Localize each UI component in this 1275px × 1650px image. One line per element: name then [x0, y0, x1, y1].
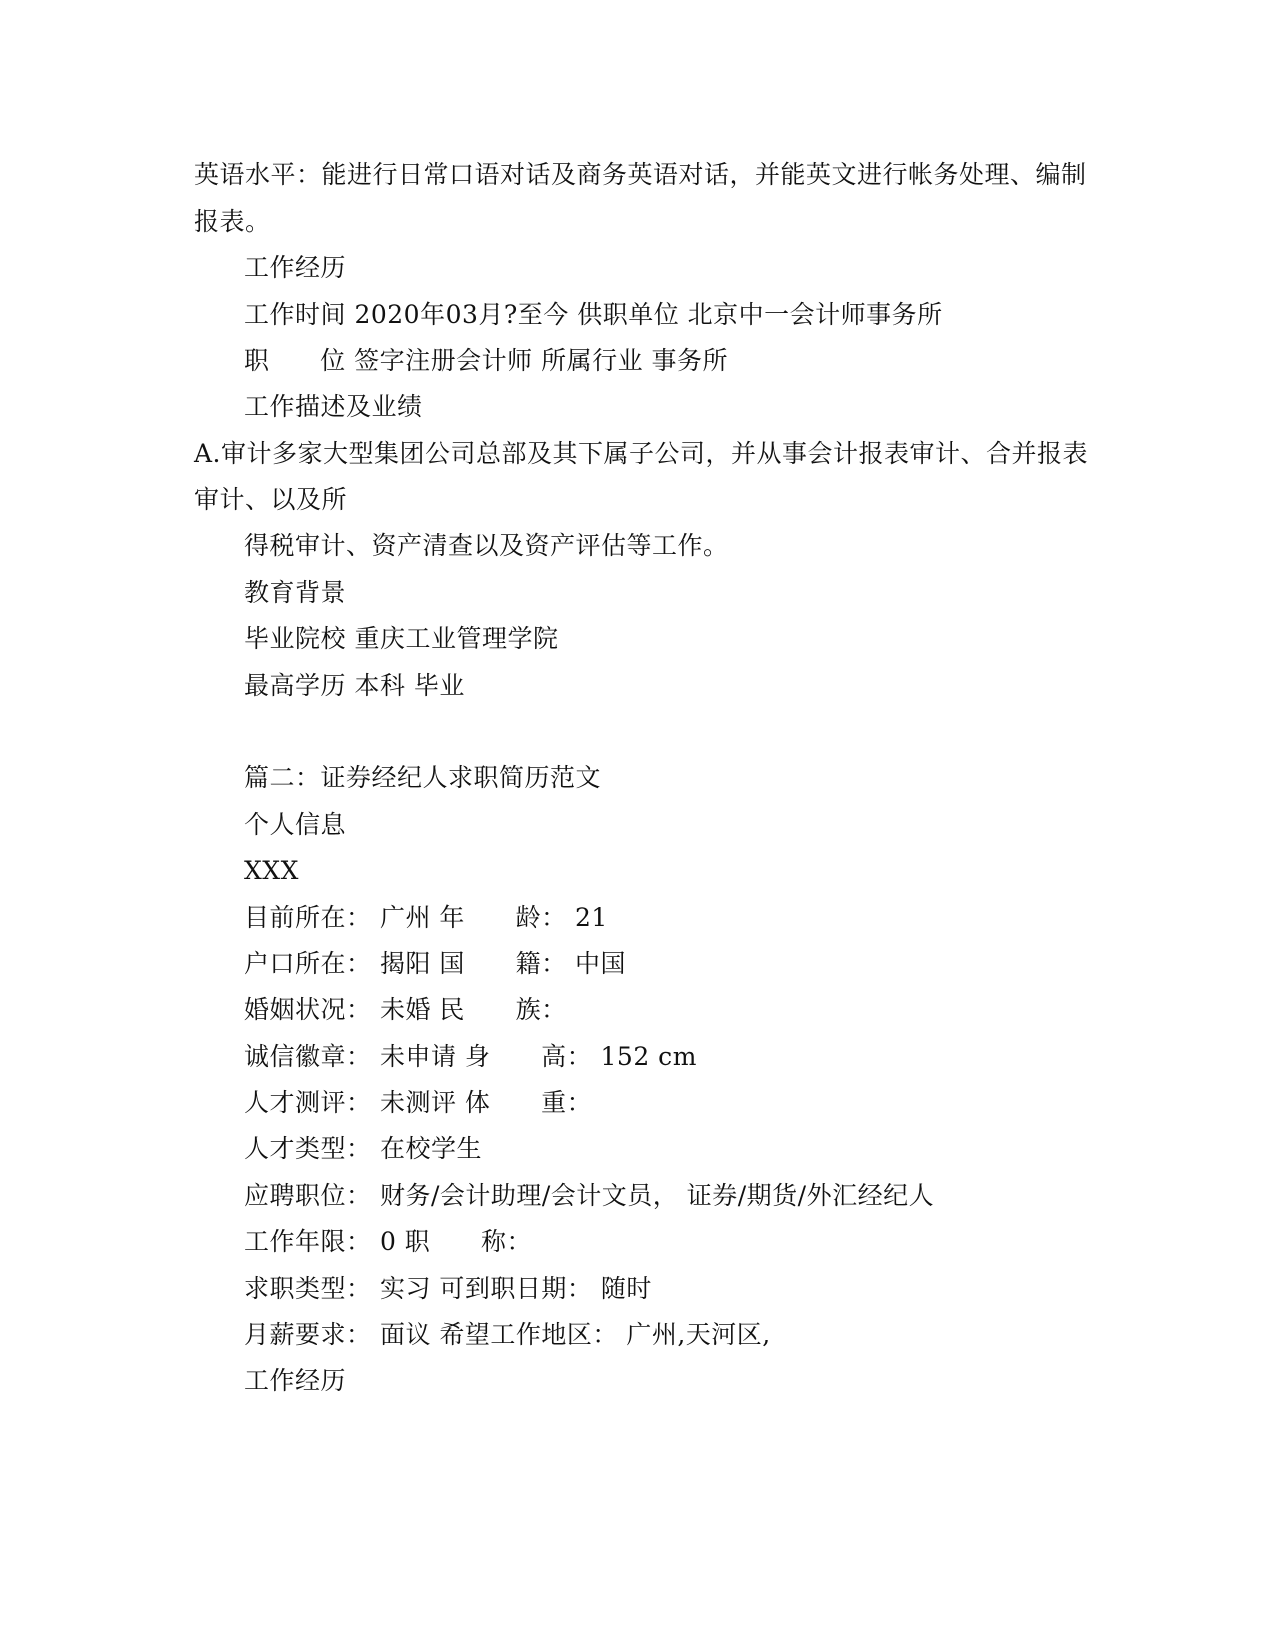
talent-type-line: 人才类型： 在校学生	[244, 1134, 482, 1163]
name-line: XXX	[244, 856, 299, 885]
english-level-line: 英语水平：能进行日常口语对话及商务英语对话，并能英文进行帐务处理、编制	[194, 160, 1087, 189]
highest-degree-line: 最高学历 本科 毕业	[244, 671, 465, 700]
current-location-line: 目前所在： 广州 年 龄： 21	[244, 903, 608, 932]
applied-position-line: 应聘职位： 财务/会计助理/会计文员， 证券/期货/外汇经纪人	[244, 1181, 935, 1210]
education-heading: 教育背景	[244, 578, 347, 607]
work-description-line-cont: 审计、以及所	[194, 485, 348, 514]
section-two-title: 篇二：证券经纪人求职简历范文	[244, 763, 602, 792]
household-line: 户口所在： 揭阳 国 籍： 中国	[244, 949, 627, 978]
work-description-line: A.审计多家大型集团公司总部及其下属子公司，并从事会计报表审计、合并报表	[194, 439, 1089, 468]
personal-info-heading: 个人信息	[244, 810, 347, 839]
work-years-line: 工作年限： 0 职 称：	[244, 1227, 532, 1256]
work-experience-heading-2: 工作经历	[244, 1366, 347, 1395]
position-line: 职 位 签字注册会计师 所属行业 事务所	[244, 346, 729, 375]
job-type-line: 求职类型： 实习 可到职日期： 随时	[244, 1274, 652, 1303]
work-description-heading: 工作描述及业绩	[244, 392, 423, 421]
work-experience-heading: 工作经历	[244, 253, 347, 282]
salary-line: 月薪要求： 面议 希望工作地区： 广州,天河区,	[244, 1320, 771, 1349]
work-time-line: 工作时间 2020年03月?至今 供职单位 北京中一会计师事务所	[244, 300, 943, 329]
graduate-school-line: 毕业院校 重庆工业管理学院	[244, 624, 559, 653]
english-level-line-cont: 报表。	[194, 207, 271, 236]
integrity-badge-line: 诚信徽章： 未申请 身 高： 152 cm	[244, 1042, 697, 1071]
talent-assessment-line: 人才测评： 未测评 体 重：	[244, 1088, 593, 1117]
marital-status-line: 婚姻状况： 未婚 民 族：	[244, 995, 567, 1024]
work-description-line-end: 得税审计、资产清查以及资产评估等工作。	[244, 531, 729, 560]
